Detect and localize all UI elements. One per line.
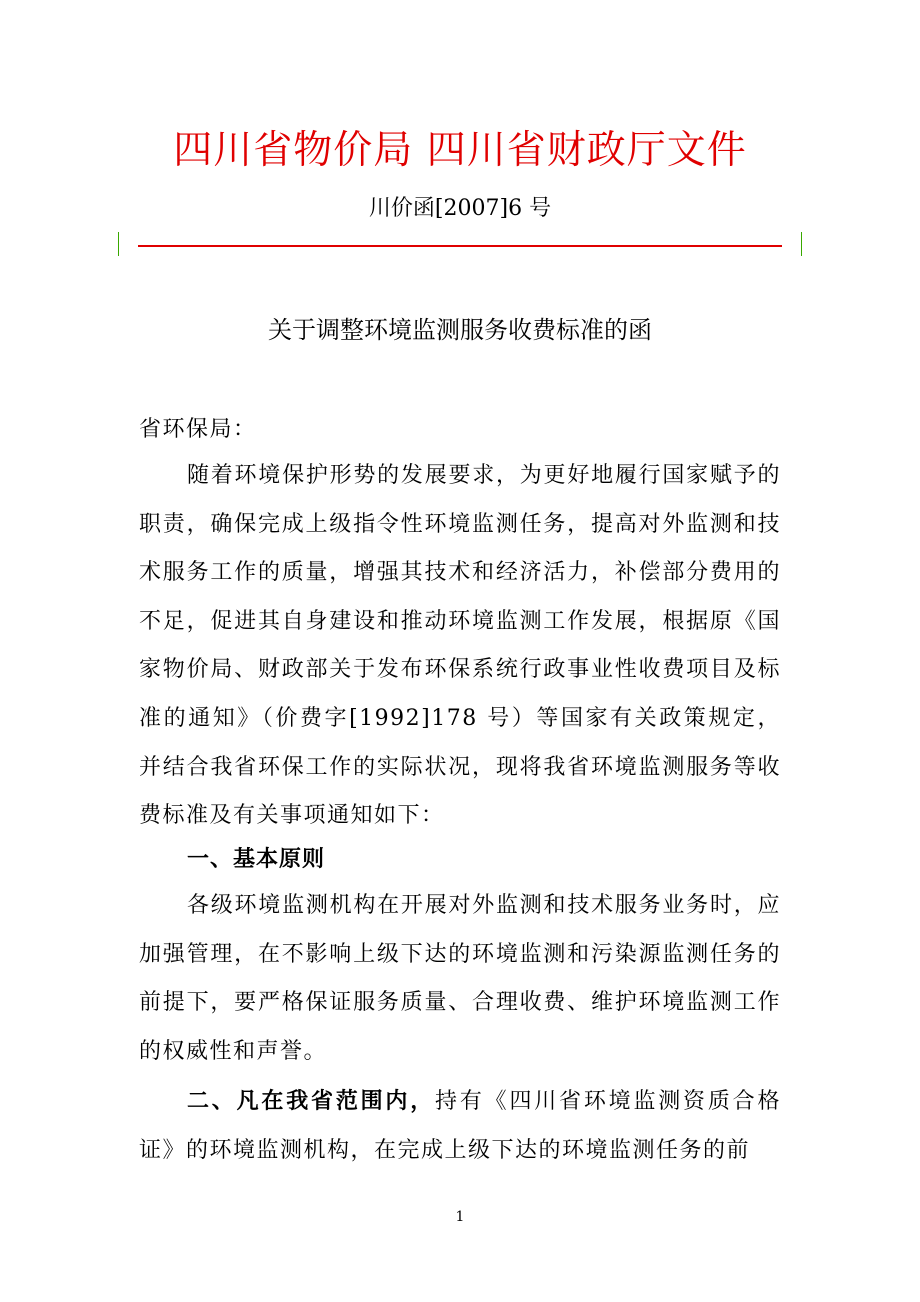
document-number: 川价函[2007]6 号 — [368, 196, 552, 221]
paragraph-intro: 随着环境保护形势的发展要求，为更好地履行国家赋予的职责，确保完成上级指令性环境监测任务，提高对外监测和技术服务工作的质量，增强其技术和经济活力，补偿部分费用的不足，促进其自身建设和推动环境监测工作发展，根据原《国家物价局、财政部关于发布环保系统行政事业性收费项目及标准的通知》（价费字[1992]178 号）等国家有关政策规定，并结合我省环保工作的实际状况，现将我省环境监测服务等收费标准及有关事项通知如下： — [139, 463, 781, 829]
section-heading-basic-principles: 一、基本原则 — [187, 847, 326, 872]
document-header-title: 四川省物价局 四川省财政厅文件 — [173, 128, 747, 173]
red-header-rule — [138, 245, 782, 247]
paragraph-section-two — [139, 1078, 781, 1175]
paragraph-basic-principles: 各级环境监测机构在开展对外监测和技术服务业务时，应加强管理，在不影响上级下达的环境监测和污染源监测任务的前提下，要严格保证服务质量、合理收费、维护环境监测工作的权威性和声誉。 — [139, 893, 781, 1064]
page-number: 1 — [455, 1209, 465, 1225]
crop-mark-right — [801, 232, 802, 256]
document-subject: 关于调整环境监测服务收费标准的函 — [268, 316, 652, 344]
section-two-lead: 二、凡在我省范围内， — [187, 1089, 436, 1114]
salutation: 省环保局： — [139, 417, 257, 442]
section-two-text: 持有《四川省环境监测资质合格证》的环境监测机构，在完成上级下达的环境监测任务的前 — [139, 1089, 781, 1163]
crop-mark-left — [118, 232, 119, 256]
